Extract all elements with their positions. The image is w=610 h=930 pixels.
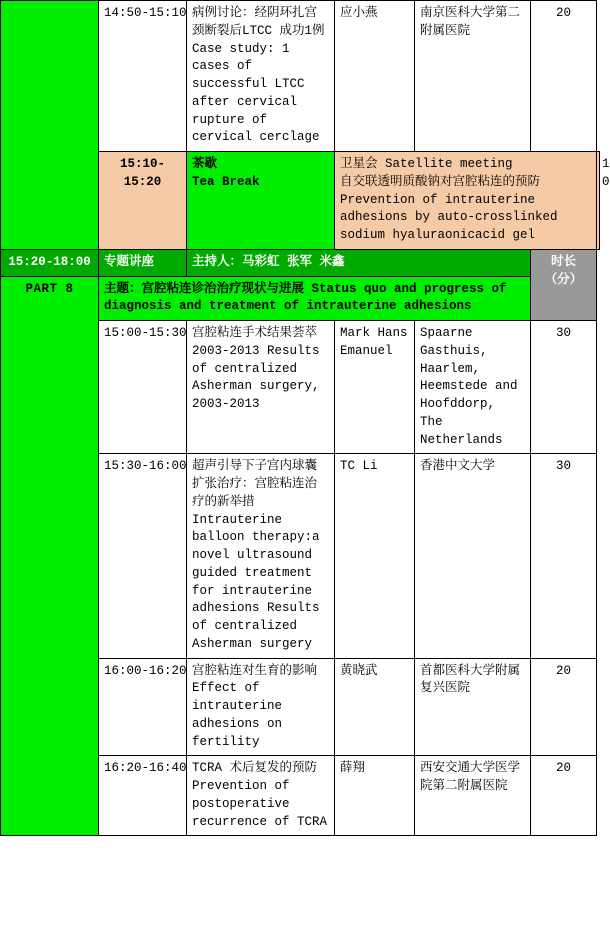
session-speaker: 应小燕	[335, 1, 415, 152]
session-duration: 20	[531, 1, 597, 152]
tea-break-content	[335, 152, 597, 250]
talk-organization: 西安交通大学医学院第二附属医院	[415, 756, 531, 836]
tea-break-duration: 10	[597, 152, 600, 250]
talk-duration: 30	[531, 321, 597, 454]
talk-topic: 宫腔粘连手术结果荟萃 2003-2013 Results of centralized Asherman surgery, 2003-2013	[187, 321, 335, 454]
talk-time: 16:00-16:20	[99, 658, 187, 756]
talk-speaker: 黄晓武	[335, 658, 415, 756]
session-organization: 南京医科大学第二附属医院	[415, 1, 531, 152]
section-theme: 主题：宫腔粘连诊治治疗现状与进展 Status quo and progress of diagnosis and treatment of intrauterine adhesions	[99, 276, 531, 321]
tea-break-label-en: Tea Break	[192, 174, 260, 189]
talk-time: 16:20-16:40	[99, 756, 187, 836]
tea-break-label	[187, 152, 335, 250]
talk-time: 15:00-15:30	[99, 321, 187, 454]
section-chairs: 主持人：马彩虹 张军 米鑫	[187, 249, 531, 276]
talk-topic: 超声引导下子宫内球囊扩张治疗：宫腔粘连治疗的新举措 Intrauterine balloon therapy:a novel ultrasound guided treatment for intrauterine adhesions Results of centralized Asherman surgery	[187, 454, 335, 658]
section-header-row	[1, 249, 600, 276]
theme-row	[1, 276, 600, 321]
duration-column-header: 时长（分）	[531, 249, 597, 320]
talk-topic: TCRA 术后复发的预防 Prevention of postoperative recurrence of TCRA	[187, 756, 335, 836]
part-label: PART 8	[25, 281, 74, 296]
session-time: 14:50-15:10	[99, 1, 187, 152]
section-time: 15:20-18:00	[1, 249, 99, 276]
talk-speaker: 薛翔	[335, 756, 415, 836]
tea-break-label-zh: 茶歇	[192, 157, 218, 171]
session-topic: 病例讨论：经阴环扎宫颈断裂后LTCC 成功1例 Case study: 1 cases of successful LTCC after cervical rupture of cervical cerclage	[187, 1, 335, 152]
talk-duration: 20	[531, 658, 597, 756]
talk-duration: 30	[531, 454, 597, 658]
talk-speaker: TC Li	[335, 454, 415, 658]
talk-organization: 香港中文大学	[415, 454, 531, 658]
satellite-meeting-topic-zh: 自交联透明质酸钠对宫腔粘连的预防	[340, 174, 541, 189]
satellite-meeting-title: 卫星会 Satellite meeting	[340, 157, 513, 171]
tea-break-time: 15:10-15:20	[99, 152, 187, 250]
talk-organization: 首都医科大学附属复兴医院	[415, 658, 531, 756]
satellite-meeting-topic-en: Prevention of intrauterine adhesions by auto-crosslinked sodium hyaluraonicacid gel	[340, 192, 558, 242]
part-cell-top	[1, 1, 99, 250]
talk-time: 15:30-16:00	[99, 454, 187, 658]
talk-organization: Spaarne Gasthuis, Haarlem, Heemstede and Hoofddorp, The Netherlands	[415, 321, 531, 454]
section-label: 专题讲座	[99, 249, 187, 276]
part-label-cell	[1, 276, 99, 836]
talk-speaker: Mark Hans Emanuel	[335, 321, 415, 454]
talk-duration: 20	[531, 756, 597, 836]
talk-topic: 宫腔粘连对生育的影响 Effect of intrauterine adhesions on fertility	[187, 658, 335, 756]
table-row	[1, 1, 600, 152]
